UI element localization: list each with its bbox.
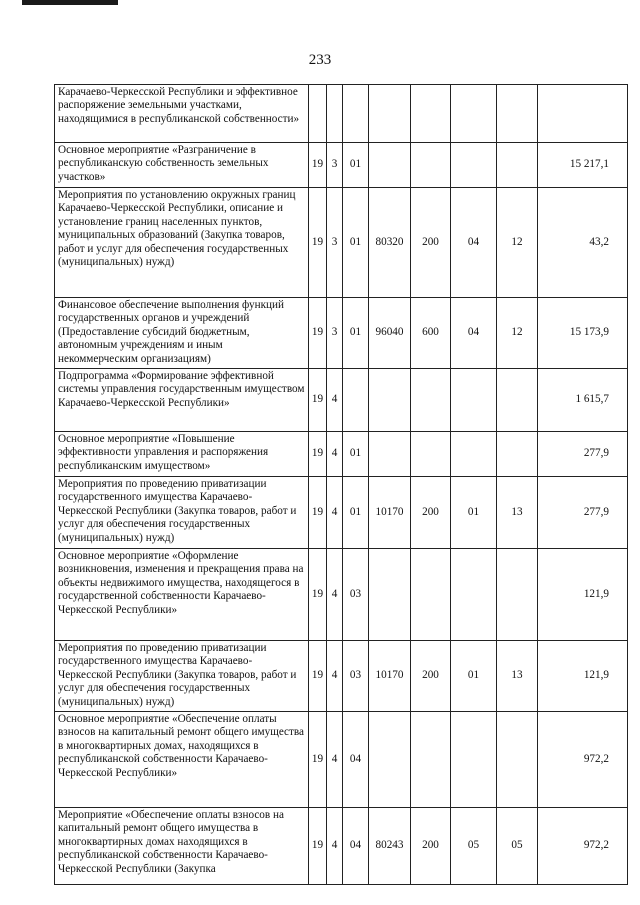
amount-cell: 277,9 [538,477,628,549]
expense-type-cell [411,432,451,477]
direction-code-cell [369,143,411,188]
direction-code-cell: 80243 [369,808,411,885]
om-code-cell: 01 [343,477,369,549]
pp-code-cell: 4 [327,549,343,641]
table-row [55,641,628,712]
section-cell: 04 [451,188,497,298]
section-cell [451,432,497,477]
direction-code-cell [369,85,411,143]
amount-cell: 121,9 [538,549,628,641]
gp-code-cell: 19 [309,432,327,477]
section-cell: 01 [451,641,497,712]
gp-code-cell: 19 [309,641,327,712]
gp-code-cell: 19 [309,808,327,885]
table-row [55,549,628,641]
subsection-cell [497,143,538,188]
row-name-cell: Мероприятие «Обеспечение оплаты взносов на капитальный ремонт общего имущества в многоквартирных домах находящихся в республиканской собственности Карачаево-Черкесской Республики (Закупка [55,808,309,885]
direction-code-cell [369,369,411,432]
section-cell: 01 [451,477,497,549]
expense-type-cell: 200 [411,808,451,885]
om-code-cell: 01 [343,188,369,298]
budget-table [54,84,628,885]
gp-code-cell: 19 [309,143,327,188]
pp-code-cell: 4 [327,641,343,712]
pp-code-cell [327,85,343,143]
om-code-cell: 03 [343,641,369,712]
subsection-cell [497,369,538,432]
direction-code-cell [369,549,411,641]
expense-type-cell [411,369,451,432]
expense-type-cell [411,712,451,808]
gp-code-cell: 19 [309,477,327,549]
pp-code-cell: 4 [327,432,343,477]
row-name-cell: Основное мероприятие «Обеспечение оплаты взносов на капитальный ремонт общего имущества в многоквартирных домах, находящихся в республиканской собственности Карачаево-Черкесской Республики» [55,712,309,808]
section-cell [451,85,497,143]
om-code-cell: 01 [343,298,369,369]
expense-type-cell [411,85,451,143]
table-row [55,712,628,808]
section-cell [451,369,497,432]
subsection-cell: 13 [497,477,538,549]
om-code-cell: 01 [343,432,369,477]
table-row [55,143,628,188]
gp-code-cell: 19 [309,188,327,298]
amount-cell: 972,2 [538,808,628,885]
expense-type-cell: 600 [411,298,451,369]
pp-code-cell: 4 [327,808,343,885]
row-name-cell: Карачаево-Черкесской Республики и эффективное распоряжение земельными участками, находящимися в республиканской собственности» [55,85,309,143]
om-code-cell: 04 [343,808,369,885]
subsection-cell: 13 [497,641,538,712]
expense-type-cell [411,549,451,641]
section-cell [451,143,497,188]
pp-code-cell: 3 [327,188,343,298]
row-name-cell: Основное мероприятие «Оформление возникновения, изменения и прекращения права на объекты недвижимого имущества, находящегося в государственной собственности Карачаево-Черкесской Республики» [55,549,309,641]
pp-code-cell: 4 [327,712,343,808]
section-cell [451,549,497,641]
table-row [55,477,628,549]
subsection-cell [497,712,538,808]
table-row [55,432,628,477]
amount-cell: 43,2 [538,188,628,298]
expense-type-cell: 200 [411,641,451,712]
amount-cell [538,85,628,143]
gp-code-cell: 19 [309,549,327,641]
subsection-cell [497,85,538,143]
pp-code-cell: 3 [327,143,343,188]
direction-code-cell [369,712,411,808]
pp-code-cell: 4 [327,369,343,432]
direction-code-cell: 10170 [369,477,411,549]
direction-code-cell: 80320 [369,188,411,298]
amount-cell: 277,9 [538,432,628,477]
expense-type-cell [411,143,451,188]
row-name-cell: Основное мероприятие «Разграничение в республиканскую собственность земельных участков» [55,143,309,188]
expense-type-cell: 200 [411,188,451,298]
table-row [55,369,628,432]
scan-artifact-bar [22,0,118,5]
amount-cell: 121,9 [538,641,628,712]
section-cell [451,712,497,808]
subsection-cell [497,432,538,477]
om-code-cell: 01 [343,143,369,188]
table-row [55,298,628,369]
amount-cell: 15 173,9 [538,298,628,369]
pp-code-cell: 4 [327,477,343,549]
subsection-cell: 05 [497,808,538,885]
row-name-cell: Основное мероприятие «Повышение эффективности управления и распоряжения республиканским имуществом» [55,432,309,477]
om-code-cell [343,85,369,143]
row-name-cell: Мероприятия по проведению приватизации государственного имущества Карачаево-Черкесской Республики (Закупка товаров, работ и услуг для обеспечения государственных (муниципальных) нужд) [55,641,309,712]
expense-type-cell: 200 [411,477,451,549]
amount-cell: 1 615,7 [538,369,628,432]
om-code-cell: 04 [343,712,369,808]
gp-code-cell: 19 [309,369,327,432]
om-code-cell [343,369,369,432]
pp-code-cell: 3 [327,298,343,369]
amount-cell: 15 217,1 [538,143,628,188]
gp-code-cell [309,85,327,143]
direction-code-cell: 10170 [369,641,411,712]
table-row [55,808,628,885]
gp-code-cell: 19 [309,298,327,369]
table-row [55,188,628,298]
direction-code-cell: 96040 [369,298,411,369]
direction-code-cell [369,432,411,477]
subsection-cell [497,549,538,641]
page-number: 233 [308,52,332,68]
section-cell: 05 [451,808,497,885]
amount-cell: 972,2 [538,712,628,808]
subsection-cell: 12 [497,188,538,298]
row-name-cell: Финансовое обеспечение выполнения функций государственных органов и учреждений (Предоставление субсидий бюджетным, автономным учреждениям и иным некоммерческим организациям) [55,298,309,369]
subsection-cell: 12 [497,298,538,369]
om-code-cell: 03 [343,549,369,641]
row-name-cell: Мероприятия по установлению окружных границ Карачаево-Черкесской Республики, описание и установление границ населенных пунктов, муниципальных образований (Закупка товаров, работ и услуг для обеспечения государственных (муниципальных) нужд) [55,188,309,298]
section-cell: 04 [451,298,497,369]
row-name-cell: Мероприятия по проведению приватизации государственного имущества Карачаево-Черкесской Республики (Закупка товаров, работ и услуг для обеспечения государственных (муниципальных) нужд) [55,477,309,549]
row-name-cell: Подпрограмма «Формирование эффективной системы управления государственным имуществом Карачаево-Черкесской Республики» [55,369,309,432]
gp-code-cell: 19 [309,712,327,808]
table-row [55,85,628,143]
